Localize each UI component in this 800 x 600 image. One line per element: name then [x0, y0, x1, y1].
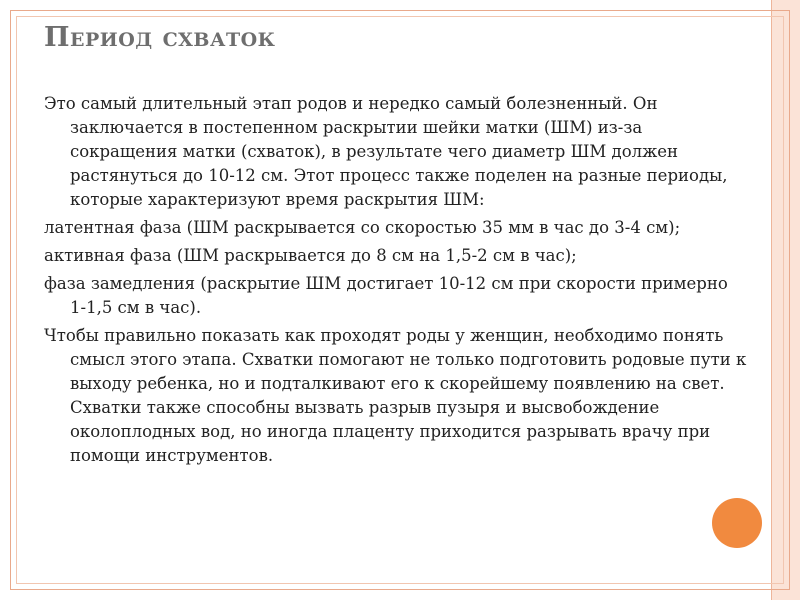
slide-body: [44, 92, 749, 472]
slide-title: Период схваток: [44, 22, 276, 53]
body-paragraph-intro: Это самый длительный этап родов и нередко самый болезненный. Он заключается в постепенном раскрытии шейки матки (ШМ) из-за сокращения матки (схваток), в результате чего диаметр ШМ должен растянуться до 10-12 см. Этот процесс также поделен на разные периоды, которые характеризуют время раскрытия ШМ:: [44, 94, 728, 209]
body-paragraph-conclusion: Чтобы правильно показать как проходят роды у женщин, необходимо понять смысл этого этапа. Схватки помогают не только подготовить родовые пути к выходу ребенка, но и подталкивают его к скорейшему появлению на свет. Схватки также способны вызвать разрыв пузыря и высвобождение околоплодных вод, но иногда плаценту приходится разрывать врачу при помощи инструментов.: [44, 326, 747, 465]
body-paragraph-active-phase: активная фаза (ШМ раскрывается до 8 см на 1,5-2 см в час);: [44, 246, 577, 265]
body-paragraph-latent-phase: латентная фаза (ШМ раскрывается со скоростью 35 мм в час до 3-4 см);: [44, 218, 681, 237]
orange-circle-decoration: [712, 498, 762, 548]
body-paragraph-deceleration-phase: фаза замедления (раскрытие ШМ достигает 10-12 см при скорости примерно 1-1,5 см в час).: [44, 274, 728, 317]
